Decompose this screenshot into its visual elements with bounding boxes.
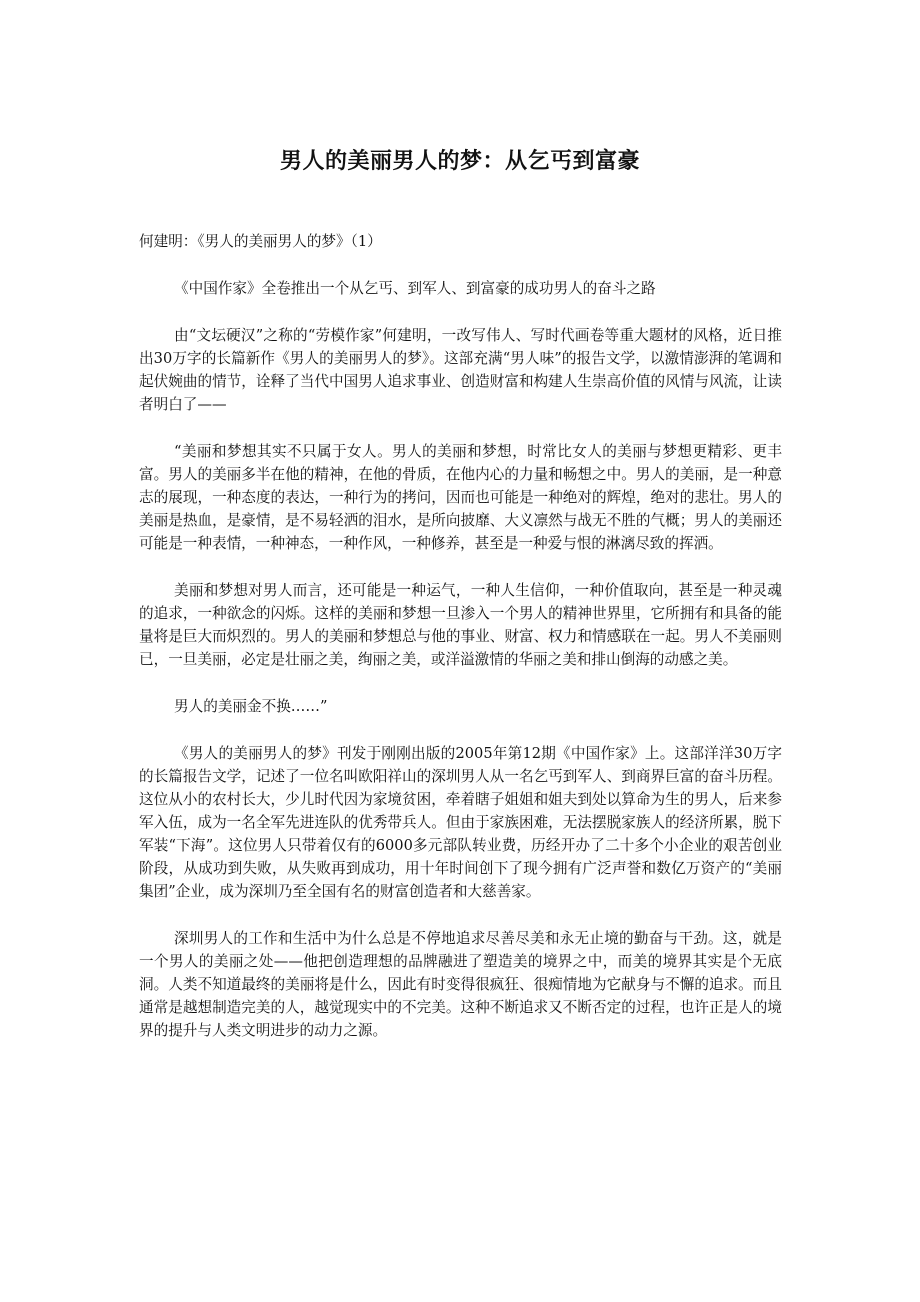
subtitle-paragraph: 《中国作家》全卷推出一个从乞丐、到军人、到富豪的成功男人的奋斗之路: [174, 280, 656, 297]
body-paragraph: 男人的美丽金不换……”: [174, 698, 328, 715]
body-paragraph: 美丽和梦想对男人而言，还可能是一种运气，一种人生信仰，一种价值取向，甚至是一种灵魂的追求，一种欲念的闪烁。这样的美丽和梦想一旦渗入一个男人的精神世界里，它所拥有和具备的能量将是巨大而炽烈的。男人的美丽和梦想总与他的事业、财富、权力和情感联在一起。男人不美丽则已，一旦美丽，必定是壮丽之美，绚丽之美，或洋溢激情的华丽之美和排山倒海的动感之美。: [139, 582, 782, 668]
byline-paragraph: 何建明：《男人的美丽男人的梦》（1）: [139, 233, 382, 250]
document-title: 男人的美丽男人的梦：从乞丐到富豪: [279, 148, 640, 174]
body-paragraph: “美丽和梦想其实不只属于女人。男人的美丽和梦想，时常比女人的美丽与梦想更精彩、更丰富。男人的美丽多半在他的精神，在他的骨质，在他内心的力量和畅想之中。男人的美丽，是一种意志的展现，一种态度的表达，一种行为的拷问，因而也可能是一种绝对的辉煌，绝对的悲壮。男人的美丽是热血，是豪情，是不易轻洒的泪水，是所向披靡、大义凛然与战无不胜的气概；男人的美丽还可能是一种表情，一种神态，一种作风，一种修养，甚至是一种爱与恨的淋漓尽致的挥洒。: [139, 443, 782, 552]
body-paragraph: 由“文坛硬汉”之称的“劳模作家”何建明，一改写伟人、写时代画卷等重大题材的风格，近日推出30万字的长篇新作《男人的美丽男人的梦》。这部充满“男人味”的报告文学，以激情澎湃的笔调和起伏婉曲的情节，诠释了当代中国男人追求事业、创造财富和构建人生崇高价值的风情与风流，让读者明白了——: [139, 327, 782, 413]
body-paragraph: 深圳男人的工作和生活中为什么总是不停地追求尽善尽美和永无止境的勤奋与干劲。这，就是一个男人的美丽之处——他把创造理想的品牌融进了塑造美的境界之中，而美的境界其实是个无底洞。人类不知道最终的美丽将是什么，因此有时变得很疯狂、很痴情地为它献身与不懈的追求。而且通常是越想制造完美的人，越觉现实中的不完美。这种不断追求又不断否定的过程，也许正是人的境界的提升与人类文明进步的动力之源。: [139, 930, 782, 1039]
document-body: [139, 230, 782, 1066]
body-paragraph: 《男人的美丽男人的梦》刊发于刚刚出版的2005年第12期《中国作家》上。这部洋洋30万字的长篇报告文学，记述了一位名叫欧阳祥山的深圳男人从一名乞丐到军人、到商界巨富的奋斗历程。这位从小的农村长大，少儿时代因为家境贫困，牵着瞎子姐姐和姐夫到处以算命为生的男人，后来参军入伍，成为一名全军先进连队的优秀带兵人。但由于家族困难，无法摆脱家族人的经济所累，脱下军装“下海”。这位男人只带着仅有的6000多元部队转业费，历经开办了二十多个小企业的艰苦创业阶段，从成功到失败，从失败再到成功，用十年时间创下了现今拥有广泛声誉和数亿万资产的“美丽集团”企业，成为深圳乃至全国有名的财富创造者和大慈善家。: [139, 745, 782, 900]
